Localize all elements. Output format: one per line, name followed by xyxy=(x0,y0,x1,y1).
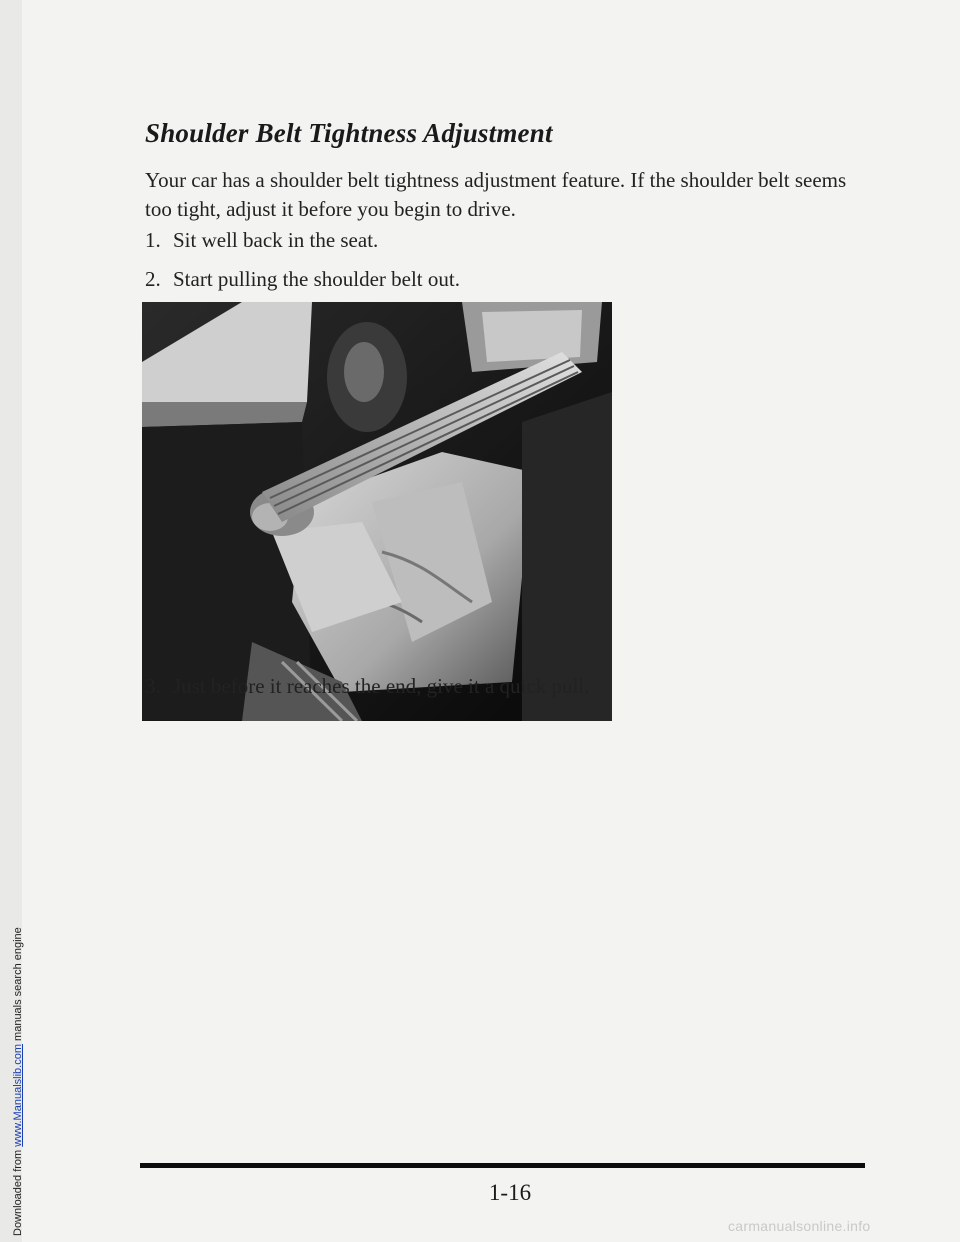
side-banner-suffix: manuals search engine xyxy=(12,927,24,1045)
seatbelt-photo xyxy=(142,302,612,721)
step-text: Start pulling the shoulder belt out. xyxy=(173,267,460,291)
side-banner-prefix: Downloaded from xyxy=(12,1146,24,1236)
step-item-3 xyxy=(145,674,589,699)
step-text: Sit well back in the seat. xyxy=(173,228,379,252)
step-number: 2. xyxy=(145,267,161,291)
step-item-2 xyxy=(145,267,460,292)
intro-paragraph: Your car has a shoulder belt tightness adjustment feature. If the shoulder belt seems too tight, adjust it before you begin to drive. xyxy=(145,168,847,221)
step-item-1 xyxy=(145,228,378,253)
step-text: Just before it reaches the end, give it a quick pull. xyxy=(173,674,590,698)
step-number: 1. xyxy=(145,228,161,252)
page-title: Shoulder Belt Tightness Adjustment xyxy=(145,118,553,148)
step-number: 3. xyxy=(145,674,161,698)
watermark: carmanualsonline.info xyxy=(728,1218,871,1234)
footer-rule xyxy=(140,1163,865,1168)
seatbelt-illustration xyxy=(142,302,612,721)
side-banner xyxy=(0,0,22,1242)
manualslib-link[interactable]: www.Manualslib.com xyxy=(12,1044,24,1147)
page-number: 1-16 xyxy=(488,1180,532,1205)
side-banner-text xyxy=(11,927,25,1236)
